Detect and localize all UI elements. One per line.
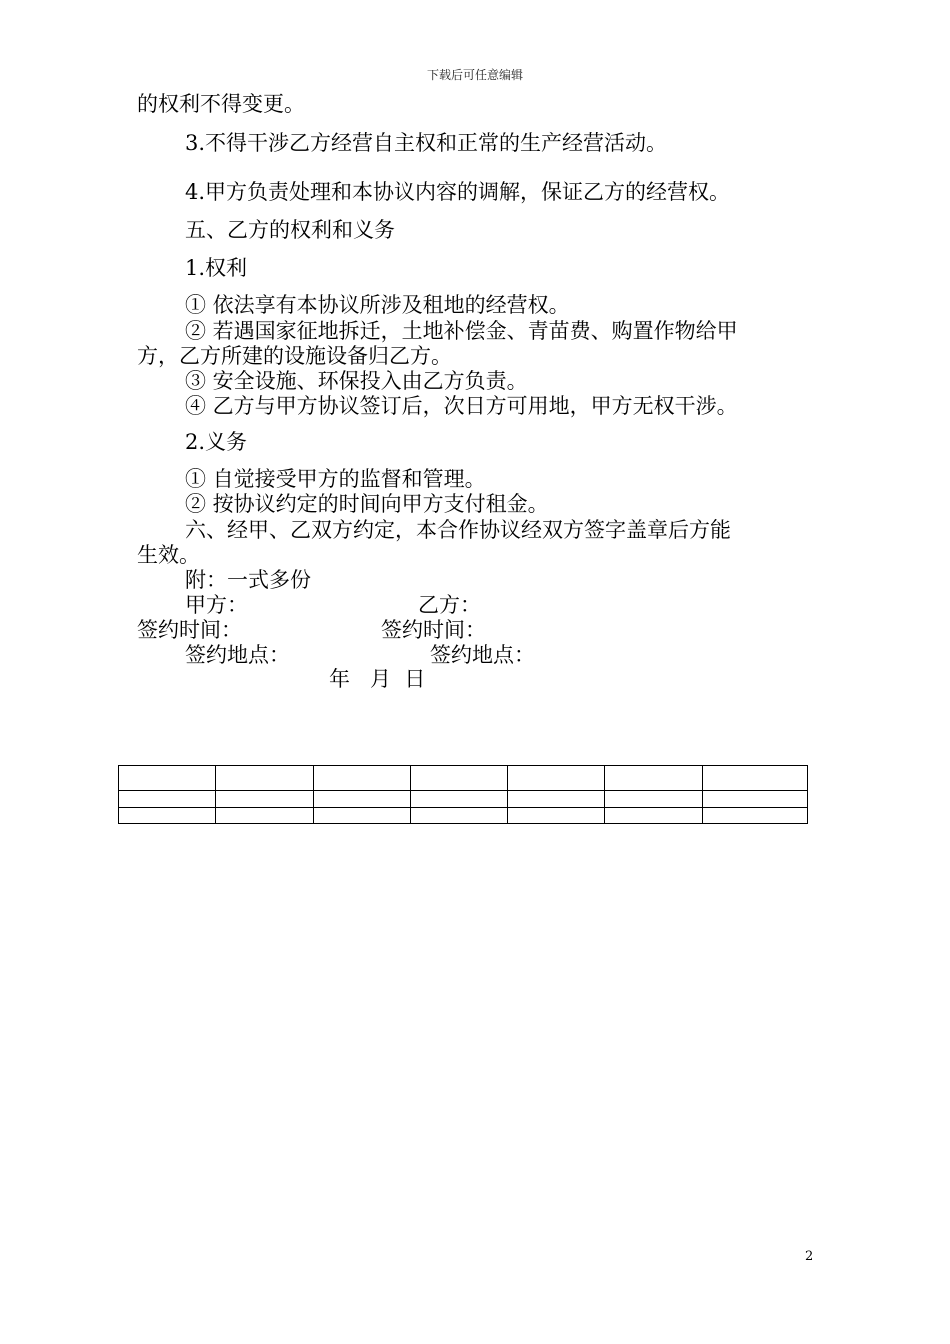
table-cell — [410, 766, 507, 791]
section-6: 六、经甲、乙双方约定，本合作协议经双方签字盖章后方能 — [185, 518, 731, 542]
right-item-1: ① 依法享有本协议所涉及租地的经营权。 — [185, 293, 570, 317]
section-6-cont: 生效。 — [137, 543, 200, 567]
sign-place-a-label: 签约地点： — [185, 643, 290, 667]
duty-item-1: ① 自觉接受甲方的监督和管理。 — [185, 467, 486, 491]
text-line: 的权利不得变更。 — [137, 92, 305, 116]
table-cell — [410, 791, 507, 808]
table-cell — [119, 808, 216, 824]
appendix-note: 附：一式多份 — [185, 568, 311, 592]
clause-3: 3.不得干涉乙方经营自主权和正常的生产经营活动。 — [185, 131, 668, 155]
table-cell — [702, 791, 807, 808]
party-b-label: 乙方： — [418, 593, 481, 617]
sign-place-b-label: 签约地点： — [430, 643, 535, 667]
table-row — [119, 766, 808, 791]
clause-4: 4.甲方负责处理和本协议内容的调解，保证乙方的经营权。 — [185, 180, 731, 204]
right-item-2-cont: 方，乙方所建的设施设备归乙方。 — [137, 344, 452, 368]
table-row — [119, 791, 808, 808]
subheading-rights: 1.权利 — [185, 256, 248, 280]
duty-item-2: ② 按协议约定的时间向甲方支付租金。 — [185, 492, 549, 516]
section-heading-5: 五、乙方的权利和义务 — [185, 218, 395, 242]
table-cell — [313, 791, 410, 808]
table-cell — [702, 766, 807, 791]
right-item-3: ③ 安全设施、环保投入由乙方负责。 — [185, 369, 528, 393]
table-cell — [216, 808, 313, 824]
page-header: 下载后可任意编辑 — [426, 68, 523, 82]
right-item-2: ② 若遇国家征地拆迁，土地补偿金、青苗费、购置作物给甲 — [185, 319, 738, 343]
table-cell — [216, 766, 313, 791]
table-cell — [605, 791, 702, 808]
table-cell — [119, 766, 216, 791]
sign-time-a-label: 签约时间： — [137, 618, 242, 642]
table-cell — [508, 766, 605, 791]
table-cell — [410, 808, 507, 824]
table-cell — [605, 766, 702, 791]
table-cell — [313, 808, 410, 824]
page-number: 2 — [805, 1249, 814, 1264]
table-cell — [605, 808, 702, 824]
table-cell — [702, 808, 807, 824]
table-row — [119, 808, 808, 824]
table-cell — [216, 791, 313, 808]
blank-table — [118, 765, 808, 824]
table-cell — [508, 808, 605, 824]
table-cell — [313, 766, 410, 791]
table-cell — [119, 791, 216, 808]
subheading-duties: 2.义务 — [185, 430, 248, 454]
right-item-4: ④ 乙方与甲方协议签订后，次日方可用地，甲方无权干涉。 — [185, 394, 738, 418]
date-line: 年 月 日 — [329, 667, 426, 691]
table-cell — [508, 791, 605, 808]
party-a-label: 甲方： — [185, 593, 248, 617]
sign-time-b-label: 签约时间： — [381, 618, 486, 642]
